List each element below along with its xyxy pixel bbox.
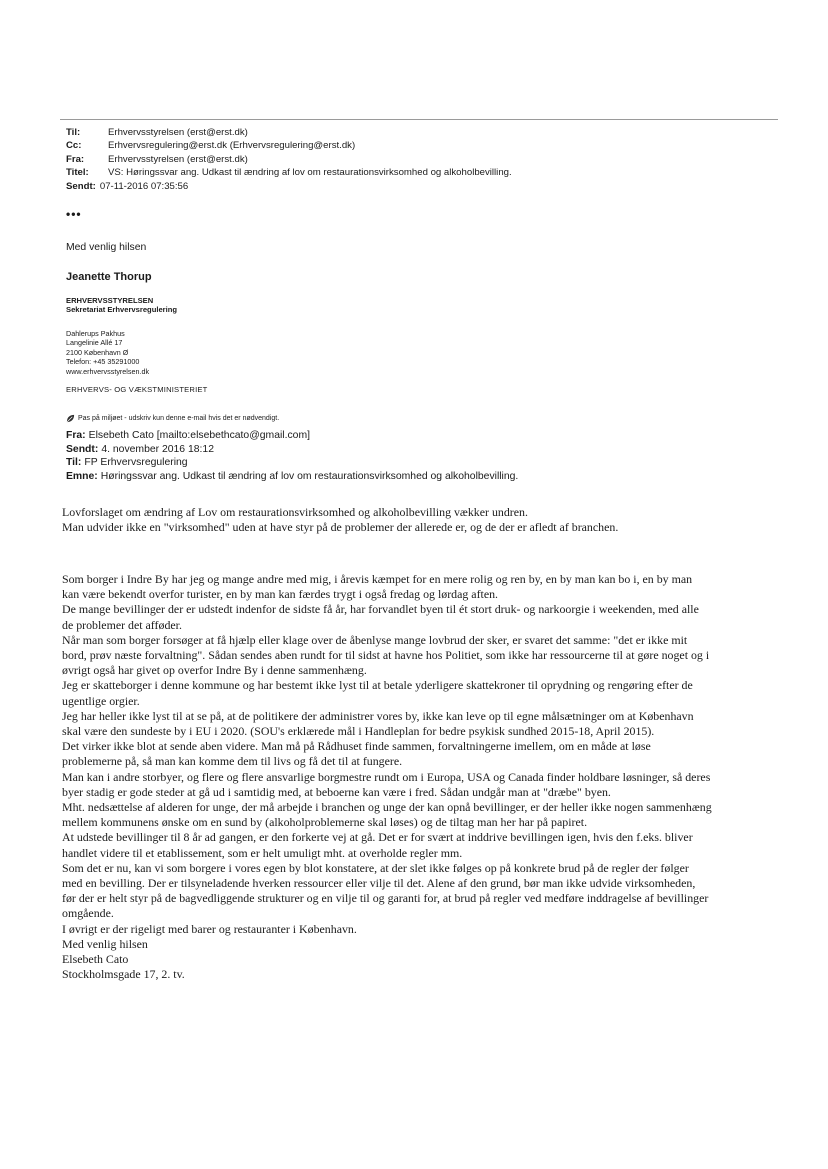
- fwd-sent-label: Sendt:: [66, 443, 99, 455]
- fwd-subject-value: Høringssvar ang. Udkast til ændring af lov om restaurationsvirksomhed og alkoholbevilling.: [100, 470, 519, 482]
- cc-value: Erhvervsregulering@erst.dk (Erhvervsregulering@erst.dk): [108, 140, 356, 152]
- cc-label: Cc:: [66, 140, 82, 152]
- title-value: VS: Høringssvar ang. Udkast til ændring af lov om restaurationsvirksomhed og alkoholbevilling.: [108, 167, 512, 179]
- intro-paragraph: Lovforslaget om ændring af Lov om restaurationsvirksomhed og alkoholbevilling vækker undren.: [62, 505, 528, 519]
- body-paragraph: I øvrigt er der rigeligt med barer og restauranter i København.: [62, 921, 357, 936]
- from-row: [66, 153, 512, 166]
- fwd-to-value: FP Erhvervsregulering: [84, 457, 188, 469]
- to-row: [66, 126, 512, 139]
- body-paragraph: Som borger i Indre By har jeg og mange andre med mig, i årevis kæmpet for en mere rolig og ren by, en by man kan bo i, en by man kan være bekendt overfor turister, en by man kan færdes trygt i også fredag og lørdag aften.: [62, 572, 693, 602]
- sent-row: [66, 180, 512, 193]
- signature-dept: Sekretariat Erhvervsregulering: [66, 305, 178, 315]
- signature-name: Jeanette Thorup: [66, 271, 152, 283]
- sent-value: 07-11-2016 07:35:56: [99, 180, 189, 192]
- body-paragraph: Når man som borger forsøger at få hjælp eller klage over de åbenlyse mange lovbrud der sker, er svaret det samme: "det er ikke mit bord, prøv næste forvaltning". Sådan sendes aben rundt for til sidst at havne hos Politiet, som ikke har ressourcerne til at gøre noget og i øvrigt også har givet op overfor Indre By i denne sammenhæng.: [62, 632, 710, 678]
- body-paragraph: Jeg er skatteborger i denne kommune og har bestemt ikke lyst til at betale yderligere skattekroner til oprydning og rengøring efter de ugentlige orgier.: [62, 678, 693, 708]
- sent-label: Sendt:: [66, 180, 96, 192]
- leaf-icon: [66, 414, 75, 423]
- fwd-subject-label: Emne:: [66, 470, 98, 482]
- title-label: Titel:: [66, 167, 89, 179]
- signature-address: [66, 329, 149, 376]
- environment-note-text: Pas på miljøet - udskriv kun denne e-mail hvis det er nødvendigt.: [78, 415, 280, 422]
- ministry-name: ERHVERVS- OG VÆKSTMINISTERIET: [66, 385, 208, 394]
- address-line: Dahlerups Pakhus: [66, 329, 125, 338]
- to-label: Til:: [66, 127, 81, 138]
- address-line: Langelinie Allé 17: [66, 338, 123, 348]
- body-paragraph: Jeg har heller ikke lyst til at se på, at de politikere der administrer vores by, ikke kan leve op til egne målsætninger om at København skal være den sundeste by i EU i 2020. (SOU's erklærede mål i Handleplan for bedre psykisk sundhed 2015-18, April 2015).: [62, 708, 694, 739]
- body-paragraph: Det virker ikke blot at sende aben videre. Man må på Rådhuset finde sammen, forvaltningerne imellem, om en måde at løse problemerne på, så man kan komme dem til livs og få det til at fungere.: [62, 739, 651, 769]
- closing-name: Elsebeth Cato: [62, 952, 129, 967]
- closing-address: Stockholmsgade 17, 2. tv.: [62, 967, 185, 982]
- forwarded-header: [66, 429, 518, 483]
- environment-note: [66, 414, 279, 423]
- fwd-from-label: Fra:: [66, 430, 86, 441]
- website-link[interactable]: www.erhvervsstyrelsen.dk: [66, 366, 150, 376]
- address-line: Telefon: +45 35291000: [66, 357, 140, 367]
- fwd-from-value[interactable]: Elsebeth Cato [mailto:elsebethcato@gmail.com]: [88, 430, 310, 441]
- body-paragraph: De mange bevillinger der er udstedt indenfor de sidste få år, har forvandlet byen til ét stort druk- og narkoorgie i weekenden, med alle de problemer det afføder.: [62, 602, 699, 632]
- closing-line: Med venlig hilsen: [62, 936, 148, 951]
- ellipsis-marker: •••: [66, 207, 82, 221]
- body-paragraph: At udstede bevillinger til 8 år ad gangen, er den forkerte vej at gå. Det er for svært at inddrive bevillingen igen, hvis den f.eks. bliver handlet videre til et etablissement, som er helt umuligt mht. at overholde regler mm.: [62, 830, 693, 860]
- email-header: [66, 126, 512, 193]
- body-paragraph: Man kan i andre storbyer, og flere og flere ansvarlige borgmestre rundt om i Europa, USA og Canada finder holdbare løsninger, så deres byer stadig er gode steder at gå ud i samtidig med, at beboerne kan være i fred. Sådan undgår man at "dræbe" byen.: [62, 769, 711, 799]
- from-value: Erhvervsstyrelsen (erst@erst.dk): [108, 153, 248, 165]
- to-value: Erhvervsstyrelsen (erst@erst.dk): [108, 127, 248, 138]
- body-paragraph: Som det er nu, kan vi som borgere i vores egen by blot konstatere, at der slet ikke følges op på konkrete brud på de regler der følger med en bevilling. Der er tilsyneladende hverken ressourcer eller vilje til det. Alene af den grund, bør man ikke udvide virksomheden, før der er helt styr på de bagvedliggende strukturer og en vilje til og garanti for, at brud på regler ved medføre inddragelse af bevillinger omgående.: [62, 860, 709, 921]
- title-row: [66, 166, 512, 179]
- intro-paragraph: Man udvider ikke en "virksomhed" uden at have styr på de problemer der allerede er, og de der er afledt af branchen.: [62, 520, 619, 535]
- fwd-to-label: Til:: [66, 457, 82, 469]
- from-label: Fra:: [66, 153, 85, 165]
- letter-intro: [62, 505, 712, 535]
- signature-org: ERHVERVSSTYRELSEN: [66, 296, 154, 305]
- fwd-sent-value: 4. november 2016 18:12: [101, 443, 214, 455]
- header-divider: [60, 119, 778, 120]
- address-line: 2100 København Ø: [66, 347, 129, 357]
- letter-body: [62, 572, 712, 982]
- body-paragraph: Mht. nedsættelse af alderen for unge, der må arbejde i branchen og unge der kan opnå bevillinger, er der heller ikke nogen sammenhæng mellem kommunens ønske om en sund by (alkoholproblemerne skal løses) og de tiltag man her har på papiret.: [62, 800, 712, 830]
- signature-greeting: Med venlig hilsen: [66, 242, 147, 253]
- signature-org-block: [66, 296, 177, 315]
- cc-row: [66, 139, 512, 152]
